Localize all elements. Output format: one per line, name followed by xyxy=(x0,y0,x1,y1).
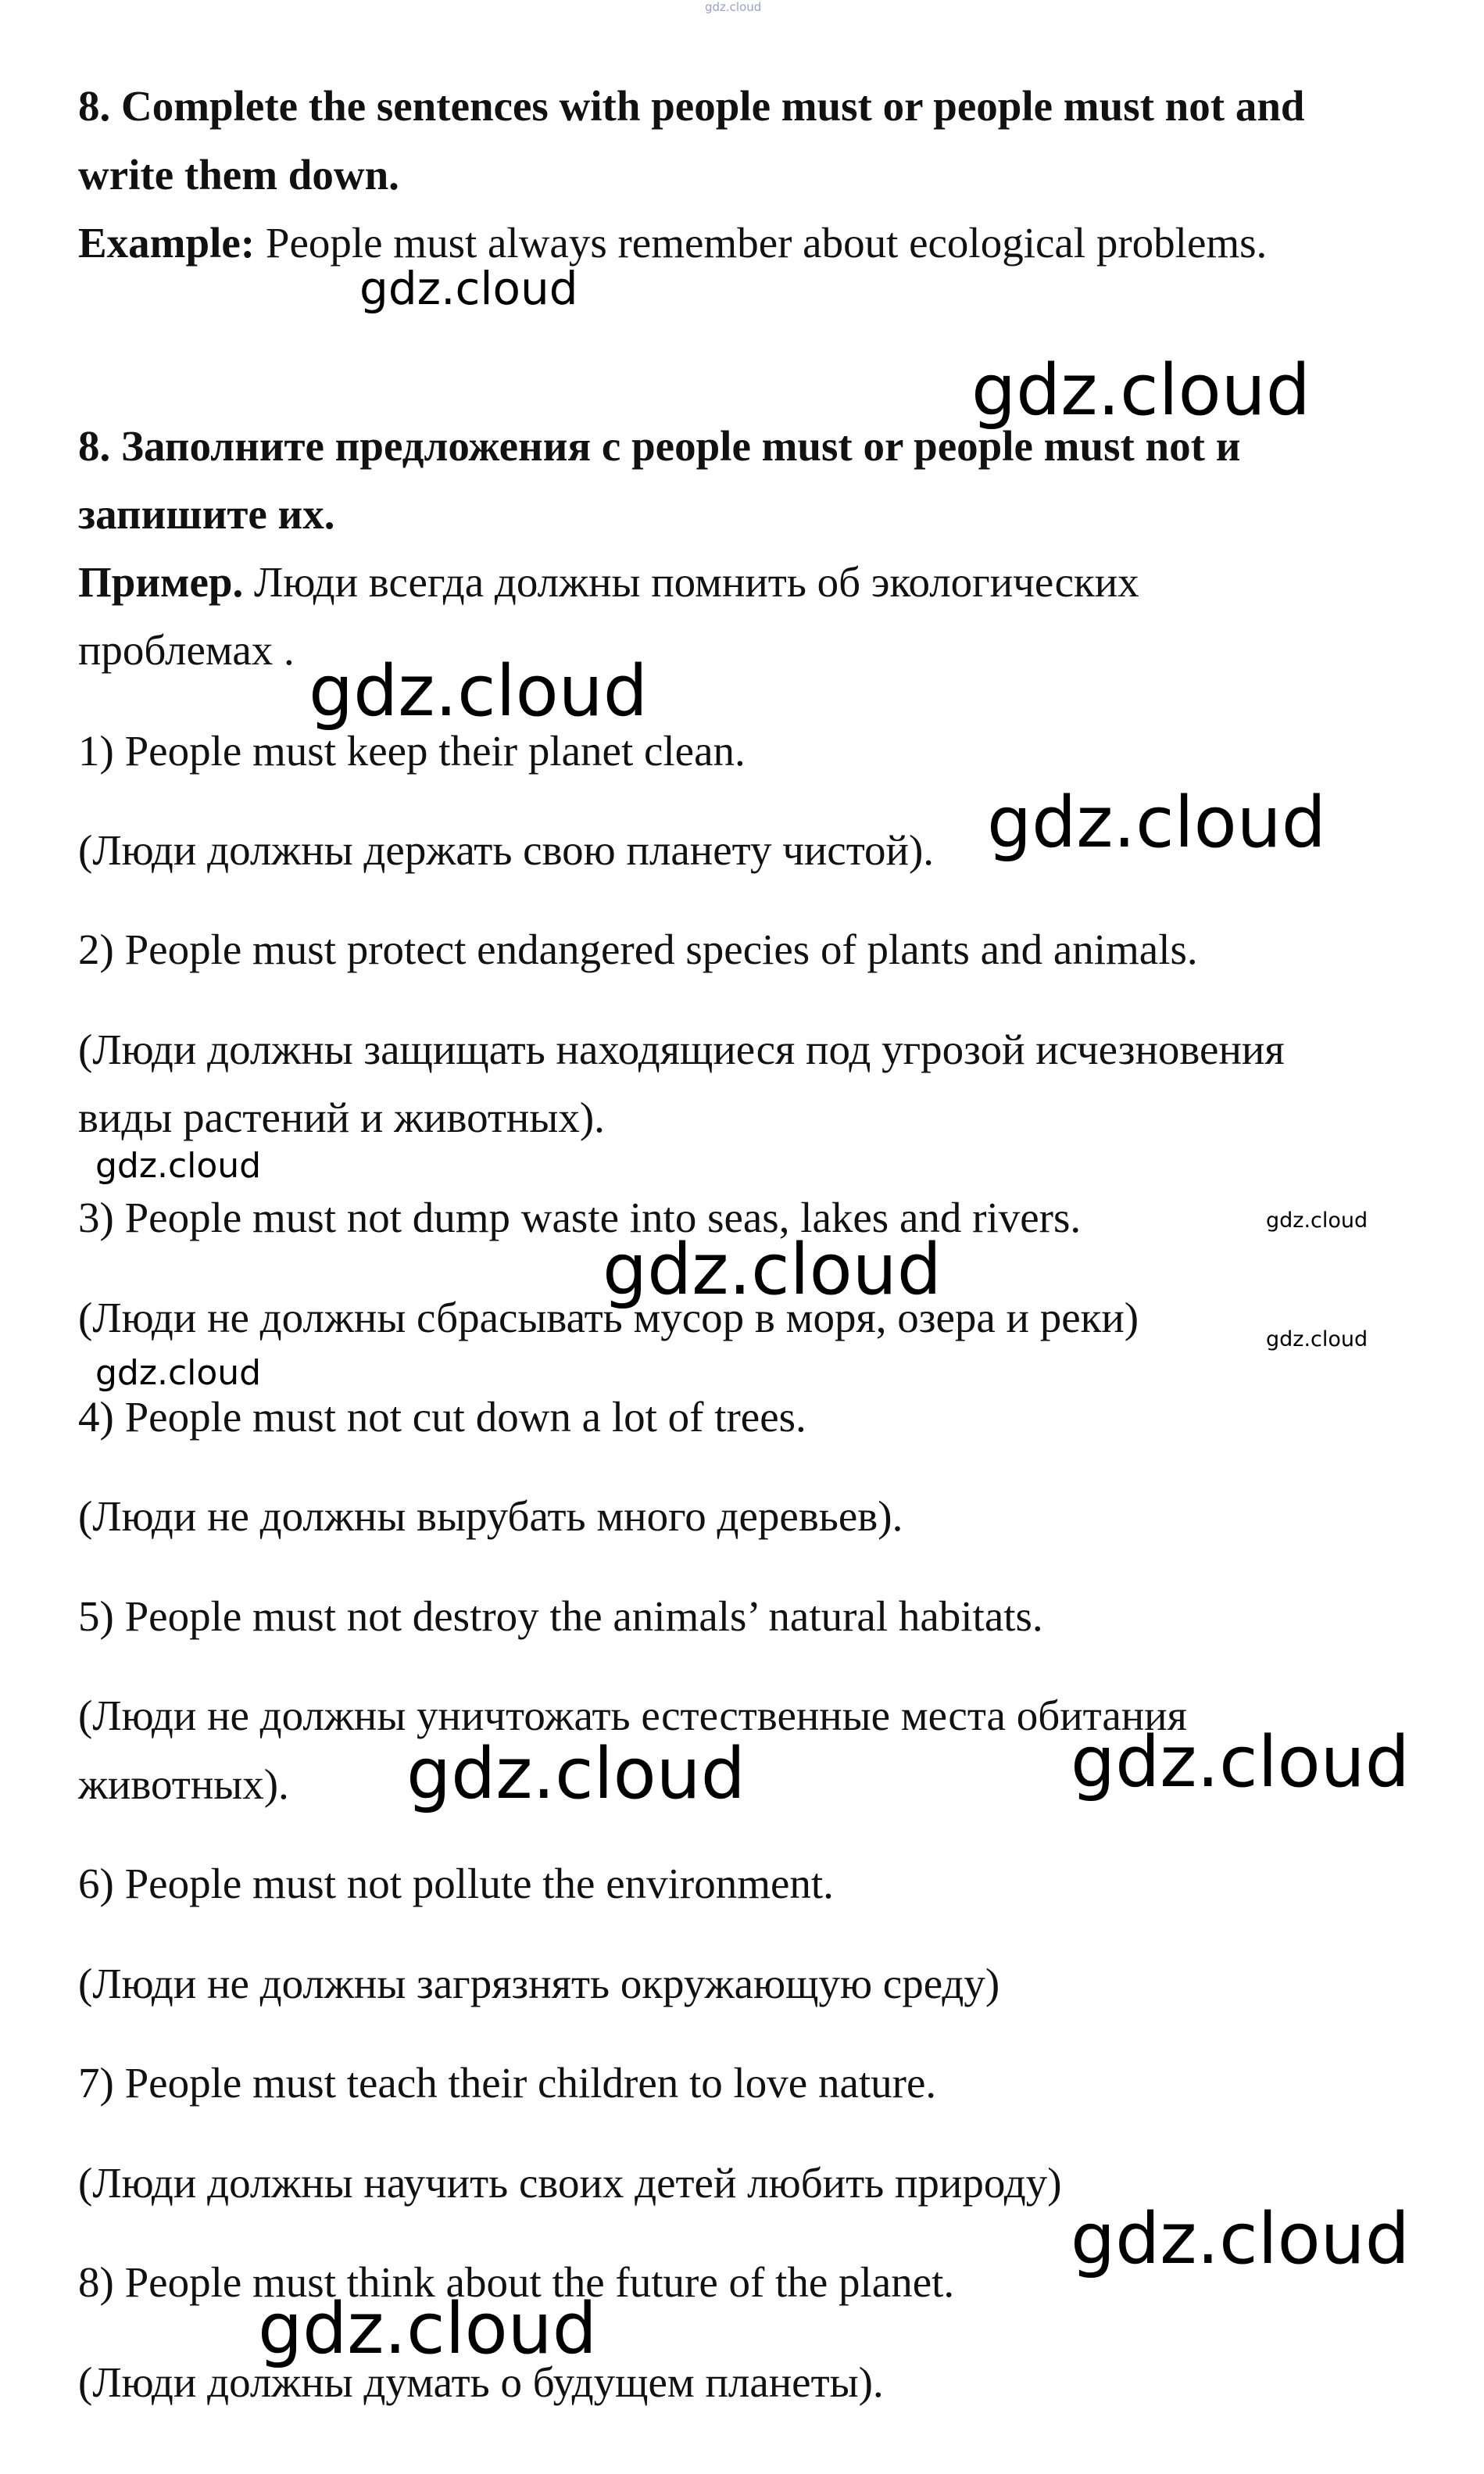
answer-7-en: 7) People must teach their children to love nature. xyxy=(78,2059,937,2107)
answer-8-en: 8) People must think about the future of the planet. xyxy=(78,2258,955,2306)
answer-5-en: 5) People must not destroy the animals’ natural habitats. xyxy=(78,1592,1043,1640)
watermark: gdz.cloud xyxy=(1071,1721,1410,1803)
watermark: gdz.cloud xyxy=(971,349,1311,431)
watermark: gdz.cloud xyxy=(95,1353,262,1393)
example-en xyxy=(78,219,1268,267)
example-ru-label: Пример. xyxy=(78,558,244,606)
watermark-top: gdz.cloud xyxy=(705,0,762,14)
watermark: gdz.cloud xyxy=(309,650,648,732)
answer-2-en: 2) People must protect endangered species of plants and animals. xyxy=(78,926,1198,973)
answer-8-ru: (Люди должны думать о будущем планеты). xyxy=(78,2358,884,2406)
answer-4-ru: (Люди не должны вырубать много деревьев). xyxy=(78,1492,903,1540)
watermark: gdz.cloud xyxy=(987,782,1326,864)
task-heading-ru-line1: 8. Заполните предложения с people must or people must not и xyxy=(78,422,1241,470)
example-ru-line2: проблемах . xyxy=(78,626,295,674)
example-ru-text-line1: Люди всегда должны помнить об экологических xyxy=(254,558,1139,606)
answer-3-en: 3) People must not dump waste into seas, lakes and rivers. xyxy=(78,1194,1082,1241)
watermark: gdz.cloud xyxy=(95,1146,262,1186)
task-heading-en-line1: 8. Complete the sentences with people must or people must not and xyxy=(78,82,1305,130)
task-heading-en-line2: write them down. xyxy=(78,151,399,199)
watermark: gdz.cloud xyxy=(603,1229,942,1311)
watermark: gdz.cloud xyxy=(1266,1327,1368,1352)
answer-5-ru-line1: (Люди не должны уничтожать естественные места обитания xyxy=(78,1692,1187,1739)
answer-2-ru-line1: (Люди должны защищать находящиеся под угрозой исчезновения xyxy=(78,1026,1285,1073)
task-heading-ru-line2: запишите их. xyxy=(78,490,335,538)
example-en-text: People must always remember about ecological problems. xyxy=(265,219,1268,267)
watermark: gdz.cloud xyxy=(258,2288,597,2370)
watermark: gdz.cloud xyxy=(359,262,578,315)
answer-6-en: 6) People must not pollute the environment. xyxy=(78,1860,834,1907)
watermark: gdz.cloud xyxy=(1266,1208,1368,1233)
example-en-label: Example: xyxy=(78,219,256,267)
answer-3-ru: (Люди не должны сбрасывать мусор в моря, озера и реки) xyxy=(78,1294,1139,1341)
answer-1-en: 1) People must keep their planet clean. xyxy=(78,727,746,775)
answer-7-ru: (Люди должны научить своих детей любить природу) xyxy=(78,2159,1062,2207)
answer-4-en: 4) People must not cut down a lot of trees. xyxy=(78,1393,806,1441)
example-ru-line1 xyxy=(78,558,1139,606)
watermark: gdz.cloud xyxy=(1071,2198,1410,2280)
answer-5-ru-line2: животных). xyxy=(78,1760,289,1808)
watermark: gdz.cloud xyxy=(406,1733,746,1815)
answer-1-ru: (Люди должны держать свою планету чистой). xyxy=(78,826,935,874)
answer-2-ru-line2: виды растений и животных). xyxy=(78,1094,605,1141)
answer-6-ru: (Люди не должны загрязнять окружающую среду) xyxy=(78,1960,1000,2007)
